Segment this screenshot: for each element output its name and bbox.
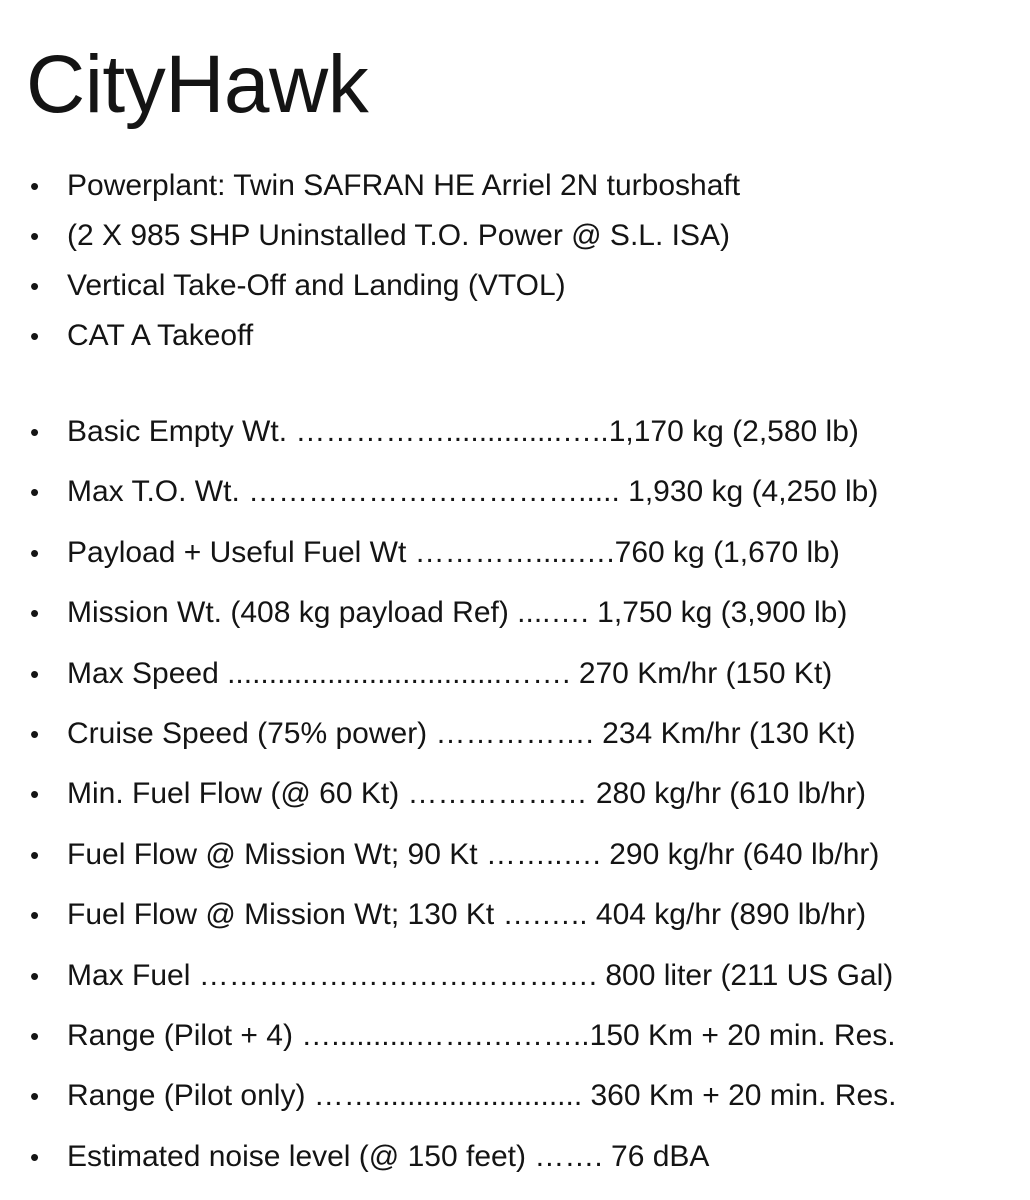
item-text: Max Fuel …………………………………. 800 liter (211 US Gal) <box>67 958 894 992</box>
feature-list <box>0 165 1030 365</box>
item-text: Max T.O. Wt. ……………………………..... 1,930 kg (4,250 lb) <box>67 475 879 509</box>
list-item <box>0 315 1030 365</box>
spec-list <box>0 409 1030 1194</box>
bullet-icon: • <box>30 718 40 749</box>
bullet-icon: • <box>30 839 40 870</box>
item-text: Payload + Useful Fuel Wt ………….....….760 kg (1,670 lb) <box>67 535 840 569</box>
list-item <box>0 530 1030 590</box>
bullet-icon: • <box>30 477 40 508</box>
item-text: Estimated noise level (@ 150 feet) ……. 76 dBA <box>67 1139 710 1173</box>
bullet-icon: • <box>30 1081 40 1112</box>
bullet-icon: • <box>30 271 40 301</box>
list-item <box>0 215 1030 265</box>
item-text: CAT A Takeoff <box>67 319 254 352</box>
bullet-icon: • <box>30 658 40 689</box>
list-item <box>0 590 1030 650</box>
item-text: Range (Pilot + 4) …..........…….………..150 Km + 20 min. Res. <box>67 1018 896 1052</box>
page-title: CityHawk <box>26 39 369 130</box>
item-text: Powerplant: Twin SAFRAN HE Arriel 2N turboshaft <box>67 169 741 202</box>
bullet-icon: • <box>30 1020 40 1051</box>
list-item <box>0 651 1030 711</box>
item-text: Fuel Flow @ Mission Wt; 130 Kt ….….. 404 kg/hr (890 lb/hr) <box>67 898 867 932</box>
bullet-icon: • <box>30 417 40 447</box>
bullet-icon: • <box>30 171 40 201</box>
bullet-icon: • <box>30 1141 40 1172</box>
item-text: (2 X 985 SHP Uninstalled T.O. Power @ S.L. ISA) <box>67 219 730 252</box>
item-text: Vertical Take-Off and Landing (VTOL) <box>67 269 566 302</box>
item-text: Fuel Flow @ Mission Wt; 90 Kt ……..…. 290 kg/hr (640 lb/hr) <box>67 837 880 871</box>
list-item <box>0 953 1030 1013</box>
list-item <box>0 771 1030 831</box>
list-item <box>0 1073 1030 1133</box>
bullet-icon: • <box>30 221 40 251</box>
bullet-icon: • <box>30 960 40 991</box>
list-item <box>0 469 1030 529</box>
bullet-icon: • <box>30 900 40 931</box>
bullet-icon: • <box>30 779 40 810</box>
list-item <box>0 165 1030 215</box>
list-item <box>0 832 1030 892</box>
item-text: Cruise Speed (75% power) ……………. 234 Km/hr (130 Kt) <box>67 716 856 750</box>
list-item <box>0 1134 1030 1194</box>
item-text: Max Speed .................................……. 270 Km/hr (150 Kt) <box>67 656 833 690</box>
list-item <box>0 892 1030 952</box>
list-item <box>0 265 1030 315</box>
item-text: Range (Pilot only) ……......................... 360 Km + 20 min. Res. <box>67 1079 897 1113</box>
bullet-icon: • <box>30 321 40 351</box>
list-item <box>0 711 1030 771</box>
item-text: Mission Wt. (408 kg payload Ref) ....…. 1,750 kg (3,900 lb) <box>67 596 848 630</box>
bullet-icon: • <box>30 537 40 568</box>
item-text: Basic Empty Wt. ……………..............…..1,170 kg (2,580 lb) <box>67 415 859 448</box>
list-item <box>0 1013 1030 1073</box>
item-text: Min. Fuel Flow (@ 60 Kt) ……………… 280 kg/hr (610 lb/hr) <box>67 777 867 811</box>
list-item <box>0 409 1030 469</box>
bullet-icon: • <box>30 598 40 629</box>
